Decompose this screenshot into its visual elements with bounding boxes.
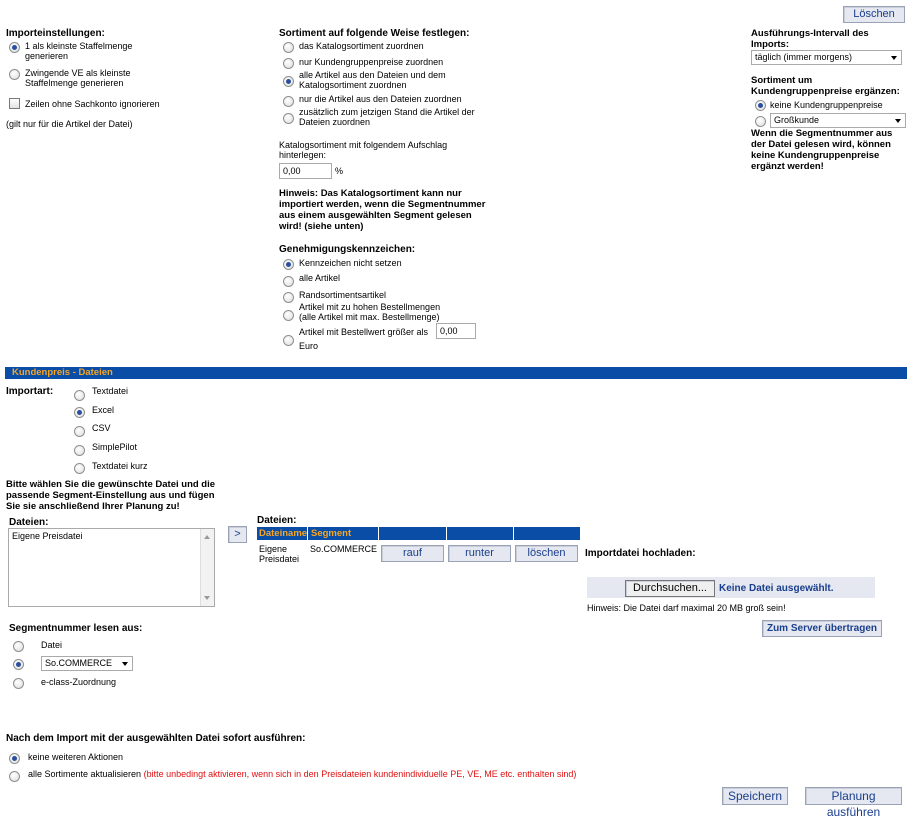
- row-file-name: Eigene Preisdatei: [259, 544, 300, 564]
- files-instruction: Bitte wählen Sie die gewünschte Datei und die passende Segment-Einstellung aus und fügen Sie sie anschließend Ihrer Planung zu!: [6, 479, 216, 512]
- radio-type-csv[interactable]: [74, 426, 85, 437]
- update-all-warning: (bitte unbedingt aktivieren, wenn sich in den Preisdateien kundenindividuelle PE, VE, ME etc. enthalten sind): [143, 769, 577, 779]
- col-segment-header: Segment: [311, 528, 352, 539]
- import-option-2-label: Zwingende VE als kleinste Staffelmenge generieren: [25, 68, 131, 88]
- radio-no-action[interactable]: [9, 753, 20, 764]
- segment-select-value: So.COMMERCE: [45, 658, 113, 668]
- row-segment: So.COMMERCE: [310, 544, 378, 554]
- segment-opt1-label: Datei: [41, 640, 63, 650]
- radio-all-articles[interactable]: [283, 76, 294, 87]
- markup-label: Katalogsortiment mit folgendem Aufschlag hinterlegen:: [279, 140, 448, 160]
- radio-update-all[interactable]: [9, 771, 20, 782]
- col-divider: [446, 527, 447, 540]
- update-all-text: alle Sortimente aktualisieren: [28, 769, 142, 779]
- import-type-label-1: Excel: [92, 405, 115, 415]
- move-up-button[interactable]: rauf: [381, 545, 444, 562]
- move-down-button[interactable]: runter: [448, 545, 511, 562]
- files-table-header: [257, 527, 580, 540]
- assortment-title: Sortiment auf folgende Weise festlegen:: [279, 28, 470, 39]
- radio-no-group-prices[interactable]: [755, 100, 766, 111]
- after-import-opt1-label: keine weiteren Aktionen: [28, 752, 124, 762]
- import-type-label-0: Textdatei: [92, 386, 129, 396]
- approval-title: Genehmigungskennzeichen:: [279, 244, 416, 255]
- radio-group-prices-only[interactable]: [283, 58, 294, 69]
- scroll-up-icon[interactable]: [204, 535, 210, 539]
- radio-type-text-short[interactable]: [74, 463, 85, 474]
- chevron-down-icon: [891, 56, 897, 60]
- remove-file-button[interactable]: löschen: [515, 545, 578, 562]
- import-settings-title: Importeinstellungen:: [6, 28, 105, 39]
- after-import-title: Nach dem Import mit der ausgewählten Datei sofort ausführen:: [6, 733, 306, 744]
- files-list-item[interactable]: Eigene Preisdatei: [12, 531, 83, 541]
- markup-unit: %: [335, 166, 344, 176]
- markup-input[interactable]: 0,00: [279, 163, 332, 179]
- radio-min-scale-ve[interactable]: [9, 69, 20, 80]
- assortment-opt2-label: nur Kundengruppenpreise zuordnen: [299, 57, 444, 67]
- section-bar-title: Kundenpreis - Dateien: [12, 367, 113, 378]
- approval-opt2-label: alle Artikel: [299, 273, 341, 283]
- after-import-opt2-label: [28, 769, 576, 779]
- delete-button[interactable]: Löschen: [843, 6, 905, 23]
- group-customer-select[interactable]: [770, 113, 906, 128]
- col-divider: [307, 527, 308, 540]
- assortment-opt3-label: alle Artikel aus den Dateien und dem Katalogsortiment zuordnen: [299, 70, 446, 90]
- radio-all-flag[interactable]: [283, 276, 294, 287]
- import-settings-note: (gilt nur für die Artikel der Datei): [6, 119, 133, 129]
- files-left-title: Dateien:: [9, 517, 49, 528]
- segment-title: Segmentnummer lesen aus:: [9, 623, 143, 634]
- assortment-hint: Hinweis: Das Katalogsortiment kann nur importiert werden, wenn die Segmentnummer aus einem ausgewählten Segment gelesen wird! (siehe unten): [279, 188, 486, 232]
- radio-type-text[interactable]: [74, 390, 85, 401]
- files-right-title: Dateien:: [257, 515, 297, 526]
- segment-select[interactable]: [41, 656, 133, 671]
- transfer-button[interactable]: Zum Server übertragen: [762, 620, 882, 637]
- radio-segment-select[interactable]: [13, 659, 24, 670]
- radio-additional[interactable]: [283, 113, 294, 124]
- upload-title: Importdatei hochladen:: [585, 548, 696, 559]
- checkbox-ignore-label: Zeilen ohne Sachkonto ignorieren: [25, 99, 160, 109]
- col-divider: [513, 527, 514, 540]
- radio-min-scale-1[interactable]: [9, 42, 20, 53]
- no-file-label: Keine Datei ausgewählt.: [719, 583, 834, 594]
- approval-opt4-label: Artikel mit zu hohen Bestellmengen (alle Artikel mit max. Bestellmenge): [299, 302, 441, 322]
- assortment-opt1-label: das Katalogsortiment zuordnen: [299, 41, 424, 51]
- segment-opt3-label: e-class-Zuordnung: [41, 677, 117, 687]
- save-button[interactable]: Speichern: [722, 787, 788, 805]
- radio-order-value[interactable]: [283, 335, 294, 346]
- chevron-down-icon: [895, 119, 901, 123]
- checkbox-ignore-no-account[interactable]: [9, 98, 20, 109]
- import-type-label-4: Textdatei kurz: [92, 461, 148, 471]
- radio-file-articles-only[interactable]: [283, 96, 294, 107]
- import-type-label-2: CSV: [92, 423, 111, 433]
- assortment-opt5-label: zusätzlich zum jetzigen Stand die Artikel der Dateien zuordnen: [299, 107, 475, 127]
- import-type-title: Importart:: [6, 386, 54, 397]
- section-bar: [5, 367, 907, 379]
- radio-no-flag[interactable]: [283, 259, 294, 270]
- upload-hint: Hinweis: Die Datei darf maximal 20 MB groß sein!: [587, 603, 786, 613]
- radio-catalog[interactable]: [283, 42, 294, 53]
- run-planning-button[interactable]: Planung ausführen: [805, 787, 902, 805]
- group-prices-opt1-label: keine Kundengruppenpreise: [770, 100, 883, 110]
- import-option-1-label: 1 als kleinste Staffelmenge generieren: [25, 41, 133, 61]
- interval-select-value: täglich (immer morgens): [755, 52, 853, 62]
- chevron-down-icon: [122, 662, 128, 666]
- approval-opt5-label: Artikel mit Bestellwert größer als: [299, 327, 429, 337]
- radio-high-quantity[interactable]: [283, 310, 294, 321]
- import-type-label-3: SimplePilot: [92, 442, 138, 452]
- group-customer-select-value: Großkunde: [774, 115, 820, 125]
- radio-type-excel[interactable]: [74, 407, 85, 418]
- assortment-opt4-label: nur die Artikel aus den Dateien zuordnen: [299, 94, 462, 104]
- group-prices-note: Wenn die Segmentnummer aus der Datei gelesen wird, können keine Kundengruppenpreise ergänzt werden!: [751, 128, 893, 172]
- col-divider: [378, 527, 379, 540]
- approval-euro-label: Euro: [299, 341, 319, 351]
- col-file-header: Dateiname: [259, 528, 308, 539]
- radio-segment-eclass[interactable]: [13, 678, 24, 689]
- radio-group-customer[interactable]: [755, 116, 766, 127]
- scroll-down-icon[interactable]: [204, 596, 210, 600]
- interval-select[interactable]: [751, 50, 902, 65]
- interval-title: Ausführungs-Intervall des Imports:: [751, 28, 869, 50]
- radio-segment-file[interactable]: [13, 641, 24, 652]
- order-value-input[interactable]: 0,00: [436, 323, 476, 339]
- add-file-button[interactable]: >: [228, 526, 247, 543]
- group-prices-title: Sortiment um Kundengruppenpreise ergänzen:: [751, 75, 900, 97]
- radio-marginal[interactable]: [283, 292, 294, 303]
- approval-opt3-label: Randsortimentsartikel: [299, 290, 387, 300]
- listbox-scrollbar[interactable]: [200, 529, 214, 606]
- browse-button[interactable]: Durchsuchen...: [625, 580, 715, 597]
- approval-opt1-label: Kennzeichen nicht setzen: [299, 258, 402, 268]
- files-listbox[interactable]: [8, 528, 215, 607]
- radio-type-simplepilot[interactable]: [74, 445, 85, 456]
